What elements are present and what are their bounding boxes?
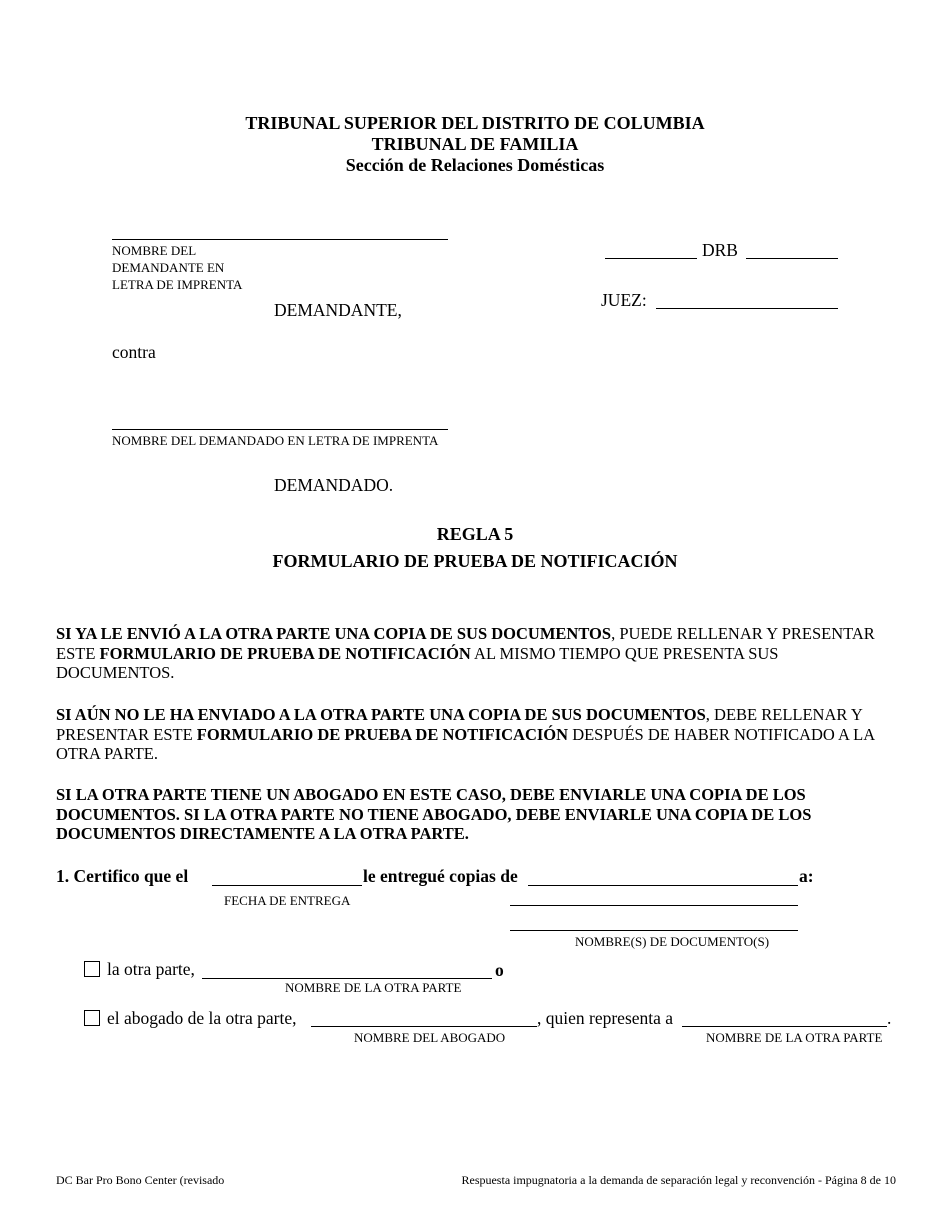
represented-party-name-line[interactable] (682, 1026, 887, 1027)
plaintiff-name-label: NOMBRE DEL DEMANDANTE EN LETRA DE IMPRENTA (112, 243, 243, 292)
other-party-name-label: NOMBRE DE LA OTRA PARTE (285, 980, 462, 995)
certify-suffix: a: (799, 866, 814, 886)
certify-middle: le entregué copias de (363, 866, 518, 886)
defendant-name-label: NOMBRE DEL DEMANDADO EN LETRA DE IMPRENTA (112, 433, 439, 448)
document-names-label: NOMBRE(S) DE DOCUMENTO(S) (575, 934, 770, 949)
form-title: FORMULARIO DE PRUEBA DE NOTIFICACIÓN (272, 551, 678, 571)
attorney-name-label: NOMBRE DEL ABOGADO (354, 1030, 506, 1045)
other-party-name-line[interactable] (202, 978, 492, 979)
attorney-name-line[interactable] (311, 1026, 537, 1027)
certify-prefix: 1. Certifico que el (56, 866, 189, 886)
document-name-line-1[interactable] (528, 885, 798, 886)
period: . (887, 1008, 892, 1028)
judge-label: JUEZ: (601, 290, 647, 310)
instruction-paragraph-2: SI AÚN NO LE HA ENVIADO A LA OTRA PARTE UNA COPIA DE SUS DOCUMENTOS, DEBE RELLENAR Y PRESENTAR ESTE FORMULARIO DE PRUEBA DE NOTIFICACIÓN DESPUÉS DE HABER NOTIFICADO A LA OTRA PARTE. (56, 705, 875, 763)
court-division: TRIBUNAL DE FAMILIA (371, 134, 579, 154)
footer-left: DC Bar Pro Bono Center (revisado (56, 1173, 225, 1187)
other-party-text: la otra parte, (107, 959, 195, 979)
attorney-checkbox[interactable] (84, 1010, 100, 1026)
plaintiff-role: DEMANDANTE, (274, 300, 402, 320)
instruction-paragraph-3: SI LA OTRA PARTE TIENE UN ABOGADO EN ESTE CASO, DEBE ENVIARLE UNA COPIA DE LOS DOCUMENTOS. SI LA OTRA PARTE NO TIENE ABOGADO, DEBE ENVIARLE UNA COPIA DE LOS DOCUMENTOS DIRECTAMENTE A LA OTRA PARTE. (56, 785, 812, 843)
instruction-paragraph-1: SI YA LE ENVIÓ A LA OTRA PARTE UNA COPIA DE SUS DOCUMENTOS, PUEDE RELLENAR Y PRESENTAR ESTE FORMULARIO DE PRUEBA DE NOTIFICACIÓN AL MISMO TIEMPO QUE PRESENTA SUS DOCUMENTOS. (56, 624, 875, 682)
represented-party-name-label: NOMBRE DE LA OTRA PARTE (706, 1030, 883, 1045)
delivery-date-label: FECHA DE ENTREGA (224, 893, 351, 908)
other-party-checkbox[interactable] (84, 961, 100, 977)
case-number-suffix-line[interactable] (746, 258, 838, 259)
document-name-line-3[interactable] (510, 930, 798, 931)
attorney-text: el abogado de la otra parte, (107, 1008, 297, 1028)
court-section: Sección de Relaciones Domésticas (345, 155, 605, 175)
court-name: TRIBUNAL SUPERIOR DEL DISTRITO DE COLUMBIA (245, 113, 705, 133)
represents-text: , quien representa a (537, 1008, 674, 1028)
document-name-line-2[interactable] (510, 905, 798, 906)
plaintiff-name-line[interactable] (112, 239, 448, 240)
judge-name-line[interactable] (656, 308, 838, 309)
defendant-role: DEMANDADO. (274, 475, 394, 495)
footer-right: Respuesta impugnatoria a la demanda de separación legal y reconvención - Página 8 de 10 (461, 1173, 896, 1187)
case-number-prefix-line[interactable] (605, 258, 697, 259)
defendant-name-line[interactable] (112, 429, 448, 430)
rule-title: REGLA 5 (436, 524, 514, 544)
case-type-label: DRB (702, 240, 738, 260)
delivery-date-line[interactable] (212, 885, 362, 886)
versus-label: contra (112, 342, 156, 362)
or-label: o (495, 960, 504, 980)
